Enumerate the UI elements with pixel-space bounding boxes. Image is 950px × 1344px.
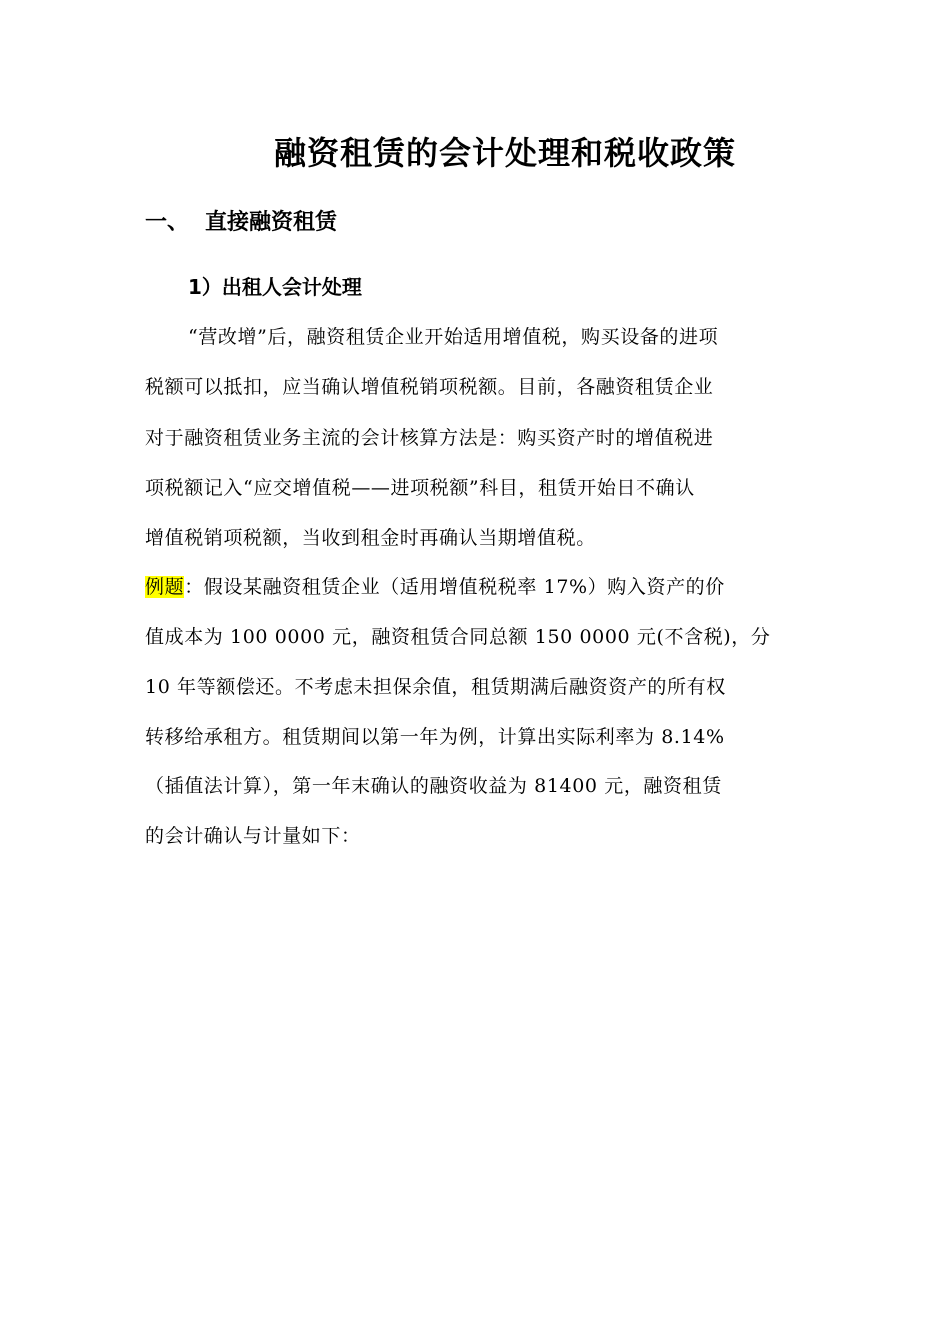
example-line: 的会计确认与计量如下： bbox=[145, 825, 361, 847]
paragraph-line: 税额可以抵扣，应当确认增值税销项税额。目前，各融资租赁企业 bbox=[145, 376, 714, 398]
section-number: 一、 bbox=[145, 210, 190, 235]
example-line: 10 年等额偿还。不考虑未担保余值，租赁期满后融资资产的所有权 bbox=[145, 676, 726, 698]
paragraph-line: 项税额记入“应交增值税——进项税额”科目，租赁开始日不确认 bbox=[145, 477, 695, 499]
example-text: ：假设某融资租赁企业（适用增值税税率 17%）购入资产的价 bbox=[184, 576, 725, 598]
section-title: 直接融资租赁 bbox=[205, 210, 338, 235]
example-label: 例题 bbox=[145, 576, 185, 598]
subsection-heading: 1）出租人会计处理 bbox=[188, 275, 362, 299]
example-line: （插值法计算），第一年末确认的融资收益为 81400 元，融资租赁 bbox=[145, 775, 722, 797]
document-title: 融资租赁的会计处理和税收政策 bbox=[273, 134, 736, 172]
section-heading bbox=[145, 205, 337, 236]
example-first-line bbox=[145, 572, 725, 599]
example-line: 值成本为 100 0000 元，融资租赁合同总额 150 0000 元(不含税)，分 bbox=[145, 626, 771, 648]
paragraph-line: “营改增”后，融资租赁企业开始适用增值税，购买设备的进项 bbox=[188, 326, 719, 348]
paragraph-line: 对于融资租赁业务主流的会计核算方法是：购买资产时的增值税进 bbox=[145, 427, 714, 449]
example-line: 转移给承租方。租赁期间以第一年为例，计算出实际利率为 8.14% bbox=[145, 726, 725, 748]
paragraph-line: 增值税销项税额，当收到租金时再确认当期增值税。 bbox=[145, 527, 596, 549]
